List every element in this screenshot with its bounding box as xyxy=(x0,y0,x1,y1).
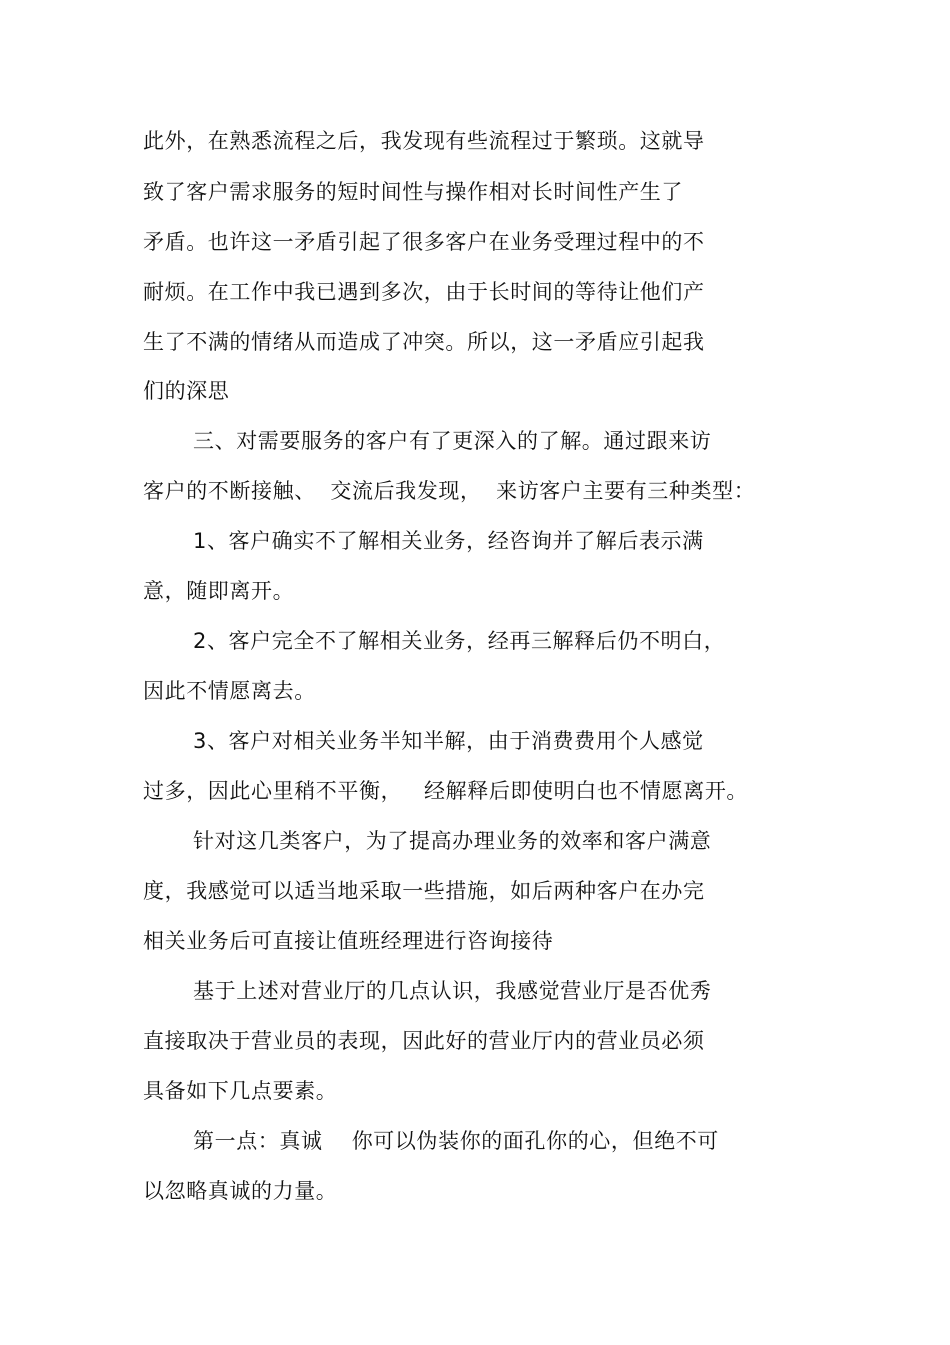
text-line: 此外，在熟悉流程之后，我发现有些流程过于繁琐。这就导 xyxy=(143,129,705,153)
text-line: 因此不情愿离去。 xyxy=(143,679,316,703)
text-line: 意，随即离开。 xyxy=(143,579,295,603)
text-line: 针对这几类客户，为了提高办理业务的效率和客户满意 xyxy=(193,829,712,853)
text-line: 第一点：真诚 你可以伪装你的面孔你的心，但绝不可 xyxy=(193,1129,719,1153)
text-line: 耐烦。在工作中我已遇到多次，由于长时间的等待让他们产 xyxy=(143,280,705,304)
list-item-3: 3、客户对相关业务半知半解，由于消费费用个人感觉 xyxy=(193,729,704,753)
text-line: 三、对需要服务的客户有了更深入的了解。通过跟来访 xyxy=(193,429,712,453)
text-line: 致了客户需求服务的短时间性与操作相对长时间性产生了 xyxy=(143,180,683,204)
text-line: 过多，因此心里稍不平衡， 经解释后即使明白也不情愿离开。 xyxy=(143,779,749,803)
text-line: 矛盾。也许这一矛盾引起了很多客户在业务受理过程中的不 xyxy=(143,230,705,254)
text-line: 具备如下几点要素。 xyxy=(143,1079,338,1103)
text-line: 客户的不断接触、 交流后我发现， 来访客户主要有三种类型： xyxy=(143,479,756,503)
list-item-1: 1、客户确实不了解相关业务，经咨询并了解后表示满 xyxy=(193,529,704,553)
text-line: 生了不满的情绪从而造成了冲突。所以，这一矛盾应引起我 xyxy=(143,330,705,354)
text-line: 直接取决于营业员的表现，因此好的营业厅内的营业员必须 xyxy=(143,1029,705,1053)
text-line: 度，我感觉可以适当地采取一些措施，如后两种客户在办完 xyxy=(143,879,705,903)
text-line: 相关业务后可直接让值班经理进行咨询接待 xyxy=(143,929,554,953)
text-line: 们的深思 xyxy=(143,379,230,403)
text-line: 基于上述对营业厅的几点认识，我感觉营业厅是否优秀 xyxy=(193,979,712,1003)
text-line: 以忽略真诚的力量。 xyxy=(143,1179,338,1203)
list-item-2: 2、客户完全不了解相关业务，经再三解释后仍不明白， xyxy=(193,629,726,653)
